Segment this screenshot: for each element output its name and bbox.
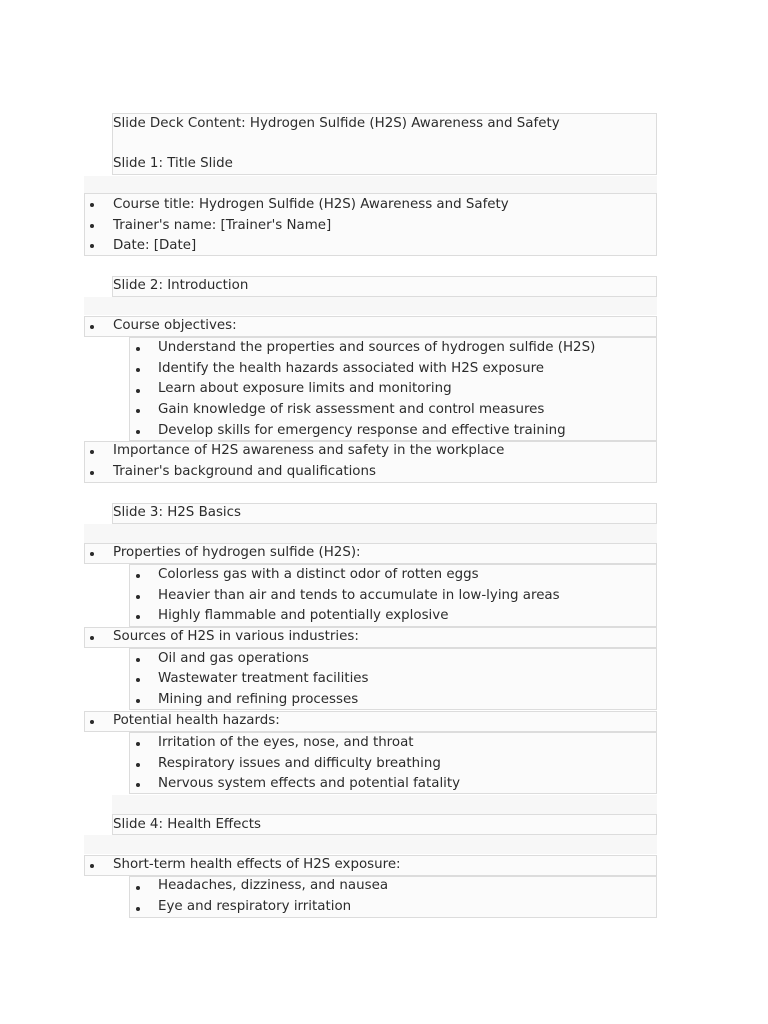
sub-list-item: Heavier than air and tends to accumulate in low-lying areas — [158, 588, 560, 603]
list-item: Date: [Date] — [113, 238, 197, 253]
sub-list-item: Learn about exposure limits and monitoring — [158, 381, 452, 396]
list-item: Trainer's name: [Trainer's Name] — [113, 218, 332, 233]
slide1-heading: Slide 1: Title Slide — [113, 156, 233, 171]
sub-list-item: Mining and refining processes — [158, 692, 359, 707]
bullet-icon — [90, 244, 94, 248]
list-item: Properties of hydrogen sulfide (H2S): — [113, 545, 361, 560]
bullet-icon — [90, 203, 94, 207]
slide3-heading: Slide 3: H2S Basics — [113, 505, 241, 520]
sub-list-item: Identify the health hazards associated with H2S exposure — [158, 361, 545, 376]
bullet-icon — [136, 347, 140, 351]
bullet-icon — [90, 450, 94, 454]
bullet-icon — [90, 636, 94, 640]
list-item: Importance of H2S awareness and safety in the workplace — [113, 443, 505, 458]
sub-list-item: Irritation of the eyes, nose, and throat — [158, 735, 414, 750]
sub-list-item: Nervous system effects and potential fatality — [158, 776, 461, 791]
list-item: Sources of H2S in various industries: — [113, 629, 359, 644]
list-item: Course title: Hydrogen Sulfide (H2S) Awareness and Safety — [113, 197, 509, 212]
list-item: Trainer's background and qualifications — [113, 464, 376, 479]
spacer-band — [112, 795, 657, 814]
deck-title: Slide Deck Content: Hydrogen Sulfide (H2S) Awareness and Safety — [113, 116, 560, 131]
bullet-icon — [136, 658, 140, 662]
bullet-icon — [136, 595, 140, 599]
sub-list-item: Eye and respiratory irritation — [158, 899, 352, 914]
bullet-icon — [136, 783, 140, 787]
bullet-icon — [136, 409, 140, 413]
bullet-icon — [136, 678, 140, 682]
sub-list-item: Highly flammable and potentially explosive — [158, 608, 449, 623]
sub-list-item: Respiratory issues and difficulty breathing — [158, 756, 441, 771]
spacer-band — [84, 176, 657, 193]
bullet-icon — [136, 615, 140, 619]
list-item: Potential health hazards: — [113, 713, 280, 728]
bullet-icon — [90, 720, 94, 724]
sub-list-item: Headaches, dizziness, and nausea — [158, 878, 389, 893]
spacer-band — [84, 835, 657, 854]
sub-list-item: Wastewater treatment facilities — [158, 671, 369, 686]
bullet-icon — [136, 574, 140, 578]
bullet-icon — [90, 471, 94, 475]
sub-list-item: Gain knowledge of risk assessment and control measures — [158, 402, 545, 417]
list-item: Course objectives: — [113, 318, 237, 333]
sub-list-item: Oil and gas operations — [158, 651, 309, 666]
sub-list-item: Colorless gas with a distinct odor of rotten eggs — [158, 567, 479, 582]
slide2-heading: Slide 2: Introduction — [113, 278, 249, 293]
bullet-icon — [90, 864, 94, 868]
bullet-icon — [136, 368, 140, 372]
list-item: Short-term health effects of H2S exposure: — [113, 857, 401, 872]
bullet-icon — [136, 907, 140, 911]
bullet-icon — [90, 325, 94, 329]
slide4-heading: Slide 4: Health Effects — [113, 817, 261, 832]
bullet-icon — [136, 763, 140, 767]
bullet-icon — [136, 699, 140, 703]
spacer-band — [84, 297, 657, 315]
sub-list-item: Develop skills for emergency response and effective training — [158, 423, 566, 438]
bullet-icon — [136, 886, 140, 890]
sub-list-item: Understand the properties and sources of hydrogen sulfide (H2S) — [158, 340, 596, 355]
bullet-icon — [136, 430, 140, 434]
bullet-icon — [136, 742, 140, 746]
spacer-band — [84, 524, 657, 543]
bullet-icon — [90, 552, 94, 556]
bullet-icon — [90, 224, 94, 228]
bullet-icon — [136, 389, 140, 393]
